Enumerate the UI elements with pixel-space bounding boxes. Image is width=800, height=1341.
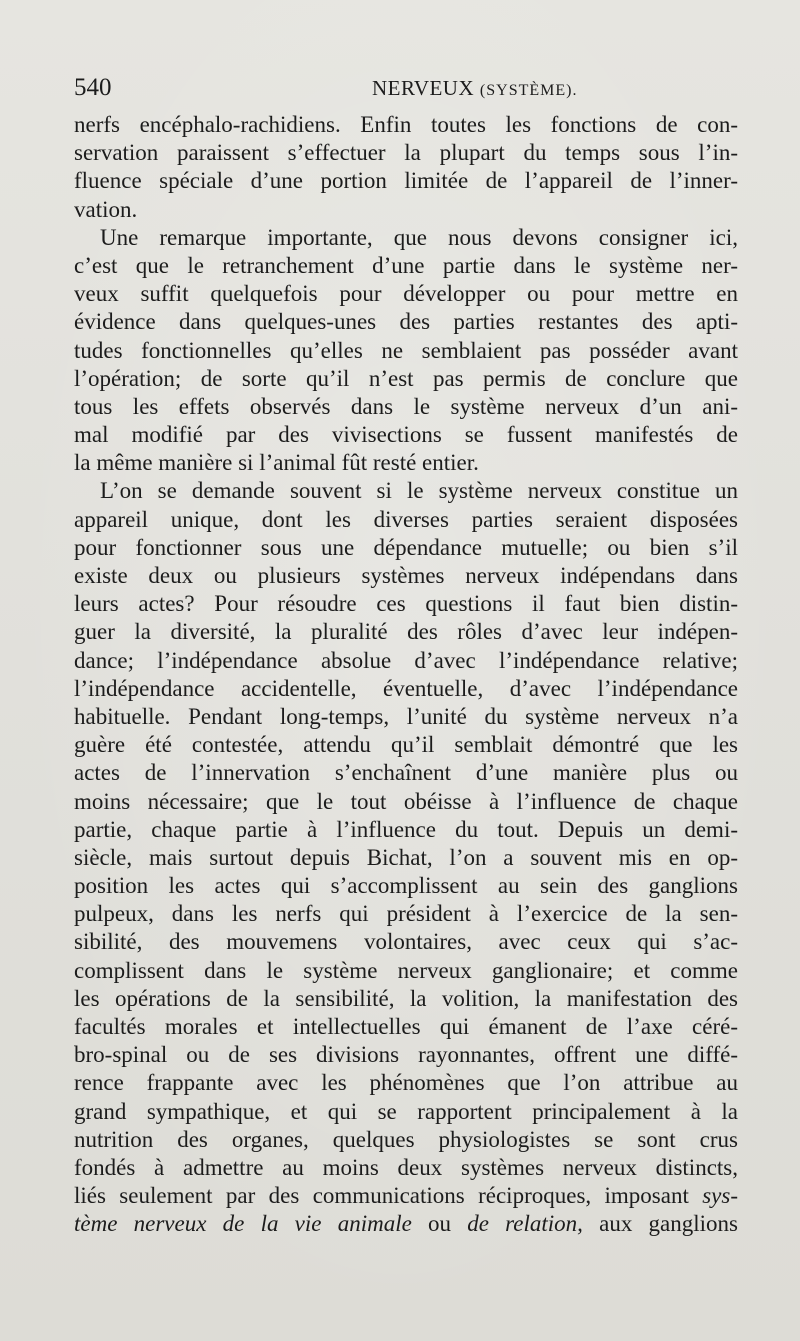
text-line: leurs actes? Pour résoudre ces questions il faut bien distin- [74,591,738,617]
text-line: sibilité, des mouvemens volontaires, avec ceux qui s’ac- [74,929,738,955]
text-line: pour fonctionner sous une dépendance mutuelle; ou bien s’il [74,534,738,560]
text-line: dance; l’indépendance absolue d’avec l’indépendance relative; [74,647,738,673]
text-line: l’opération; de sorte qu’il n’est pas permis de conclure que [74,365,738,391]
text-line: existe deux ou plusieurs systèmes nerveux indépendans dans [74,563,738,588]
text-line-tail: aux ganglions [599,1211,738,1237]
text-line: les opérations de la sensibilité, la volition, la manifestation des [74,985,738,1011]
text-line: la même manière si l’animal fût resté entier. [74,450,479,476]
body-text [74,111,738,1239]
text-line: moins nécessaire; que le tout obéisse à l’influence de chaque [74,788,738,814]
text-line [74,1182,738,1210]
text-line: facultés morales et intellectuelles qui émanent de l’axe céré- [74,1014,738,1039]
text-line: complissent dans le système nerveux ganglionaire; et comme [74,957,738,983]
text-line: c’est que le retranchement d’une partie dans le système ner- [74,252,738,278]
text-line: partie, chaque partie à l’influence du tout. Depuis un demi- [74,816,738,842]
text-line: actes de l’innervation s’enchaînent d’une manière plus ou [74,760,738,786]
text-line: position les actes qui s’accomplissent au sein des ganglions [74,873,738,899]
text-line: bro-spinal ou de ses divisions rayonnantes, offrent une diffé- [74,1042,738,1068]
running-head-main: NERVEUX [372,76,475,100]
running-head-sub: (SYSTÈME). [479,82,578,99]
text-line: fondés à admettre au moins deux systèmes nerveux distincts, [74,1154,738,1180]
text-line: rence frappante avec les phénomènes que l’on attribue au [74,1070,738,1096]
text-line: évidence dans quelques-unes des parties restantes des apti- [74,309,738,335]
text-line: nerfs encéphalo-rachidiens. Enfin toutes les fonctions de con- [74,112,738,137]
text-line: mal modifié par des vivisections se fussent manifestés de [74,422,738,448]
text-line-main: liés seulement par des communications réciproques, imposant [74,1183,689,1209]
paragraph-start: Une remarque importante, que nous devons consigner ici, [100,224,738,250]
conjunction: ou [428,1211,452,1237]
text-line: appareil unique, dont les diverses parties seraient disposées [74,506,738,532]
page-header [74,70,738,106]
text-line: l’indépendance accidentelle, éventuelle, d’avec l’indépendance [74,675,738,701]
text-line: servation paraissent s’effectuer la plupart du temps sous l’in- [74,140,738,166]
page-number: 540 [74,74,112,101]
text-line: fluence spéciale d’une portion limitée de l’appareil de l’inner- [74,168,738,194]
text-line [74,1210,738,1238]
running-head [372,70,577,109]
text-line: veux suffit quelquefois pour développer ou pour mettre en [74,281,738,307]
text-line: nutrition des organes, quelques physiologistes se sont crus [74,1126,738,1152]
text-line: pulpeux, dans les nerfs qui président à l’exercice de la sen- [74,901,738,927]
text-line: guer la diversité, la pluralité des rôles d’avec leur indépen- [74,619,738,645]
italic-term: tème nerveux de la vie animale [74,1211,412,1237]
text-line: tous les effets observés dans le système nerveux d’un ani- [74,393,738,419]
paragraph-start: L’on se demande souvent si le système nerveux constitue un [100,478,738,504]
text-line: vation. [74,196,138,222]
text-line: tudes fonctionnelles qu’elles ne semblaient pas posséder avant [74,337,738,363]
text-line: grand sympathique, et qui se rapportent principalement à la [74,1098,738,1124]
italic-term: sys- [702,1183,738,1209]
text-line: habituelle. Pendant long-temps, l’unité du système nerveux n’a [74,703,738,729]
text-line: guère été contestée, attendu qu’il semblait démontré que les [74,732,738,758]
text-line: siècle, mais surtout depuis Bichat, l’on a souvent mis en op- [74,844,738,870]
italic-term: de relation, [467,1211,583,1237]
